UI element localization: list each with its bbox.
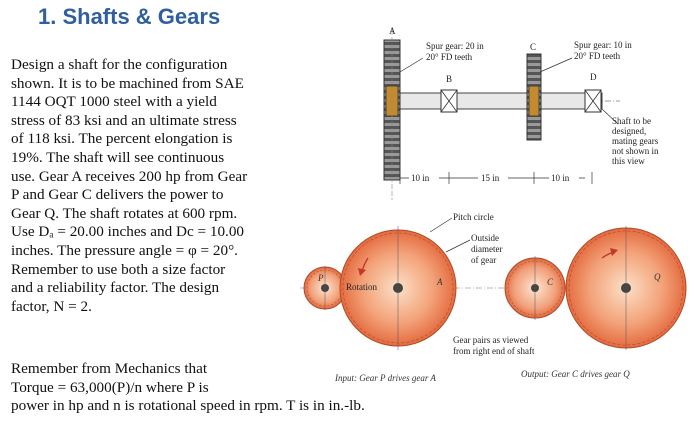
dimension-line <box>400 172 592 184</box>
outside-diameter-line: diameter <box>471 244 503 254</box>
label-b: B <box>446 74 453 84</box>
gear-pairs-caption: from right end of shaft <box>453 346 535 356</box>
label-a-end: A <box>437 277 443 287</box>
problem-line: and a reliability factor. The design <box>11 279 220 297</box>
pitch-circle-label: Pitch circle <box>453 212 494 222</box>
label-d: D <box>590 72 597 82</box>
problem-line: Remember to use both a size factor <box>11 260 226 278</box>
problem-line: 1144 OQT 1000 steel with a yield <box>11 93 217 111</box>
input-caption: Input: Gear P drives gear A <box>335 373 436 383</box>
gear-pairs-caption: Gear pairs as viewed <box>453 335 529 345</box>
problem-line: Gear Q. The shaft rotates at 600 rpm. <box>11 204 238 222</box>
problem-line: of 118 ksi. The percent elongation is <box>11 130 233 148</box>
shaft <box>392 93 602 109</box>
problem-line: factor, N = 2. <box>11 297 92 315</box>
problem-line: use. Gear A receives 200 hp from Gear <box>11 167 248 185</box>
spur-c-line2: 20° FD teeth <box>574 51 621 61</box>
label-q: Q <box>654 272 661 282</box>
shaft-note-line: this view <box>612 156 645 166</box>
spur-a-line1: Spur gear: 20 in <box>426 41 484 51</box>
reminder-line: power in hp and n is rotational speed in rpm. T is in in.-lb. <box>11 397 365 415</box>
outside-diameter-line: Outside <box>471 233 499 243</box>
reminder-line: Remember from Mechanics that <box>11 360 208 377</box>
label-a-top: A <box>389 26 396 36</box>
problem-line: 19%. The shaft will see continuous <box>11 148 225 166</box>
bearing-d <box>585 90 601 112</box>
problem-line: inches. The pressure angle = φ = 20°. <box>11 241 238 259</box>
leader-spur-c <box>540 58 572 72</box>
shaft-note-line: not shown in <box>612 146 659 156</box>
problem-line: shown. It is to be machined from SAE <box>11 74 244 92</box>
shaft-top-view <box>384 26 659 200</box>
shaft-note-line: Shaft to be <box>612 116 651 126</box>
leader-spur-a <box>400 58 423 72</box>
spur-c-line1: Spur gear: 10 in <box>574 40 632 50</box>
problem-line: Use Dₐ = 20.00 inches and Dc = 10.00 <box>11 223 245 241</box>
label-p: P <box>318 273 324 283</box>
problem-line: P and Gear C delivers the power to <box>11 186 224 204</box>
gear-q <box>566 226 686 350</box>
dim-15in: 15 in <box>481 173 500 183</box>
slide-title: 1. Shafts & Gears <box>38 4 221 29</box>
dim-10in-left: 10 in <box>411 173 430 183</box>
label-c-top: C <box>530 42 537 52</box>
spur-a-line2: 20° FD teeth <box>426 52 473 62</box>
dim-10in-right: 10 in <box>551 173 570 183</box>
bearing-b <box>441 90 457 112</box>
gear-end-view <box>300 212 686 383</box>
outside-diameter-line: of gear <box>471 255 497 265</box>
problem-line: stress of 83 ksi and an ultimate stress <box>11 111 237 129</box>
label-c-end: C <box>547 277 554 287</box>
rotation-label: Rotation <box>346 282 377 292</box>
output-caption: Output: Gear C drives gear Q <box>521 369 630 379</box>
reminder-line: Torque = 63,000(P)/n where P is <box>11 378 209 396</box>
shaft-note-line: mating gears <box>612 136 659 146</box>
problem-line: Design a shaft for the configuration <box>11 56 228 73</box>
shaft-note-line: designed, <box>612 126 647 136</box>
gear-c-end <box>505 256 565 320</box>
